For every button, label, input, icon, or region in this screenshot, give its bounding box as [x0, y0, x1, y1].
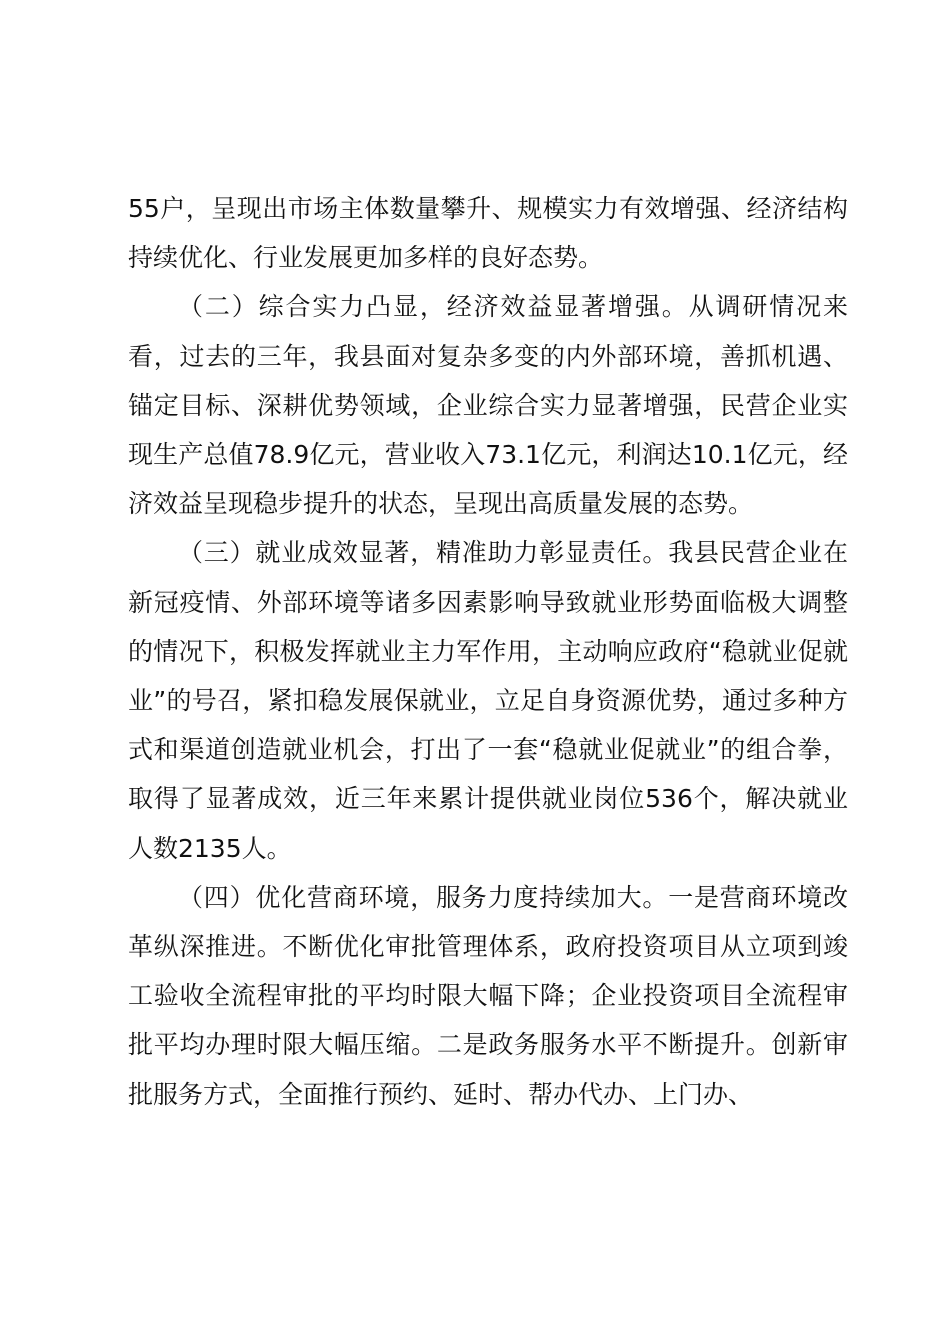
paragraph-continuation: 55户，呈现出市场主体数量攀升、规模实力有效增强、经济结构持续优化、行业发展更加多样的良好态势。 — [128, 194, 848, 273]
document-body — [128, 184, 848, 1119]
paragraph-section-2: （二）综合实力凸显，经济效益显著增强。从调研情况来看，过去的三年，我县面对复杂多变的内外部环境，善抓机遇、锚定目标、深耕优势领域，企业综合实力显著增强，民营企业实现生产总值78.9亿元，营业收入73.1亿元，利润达10.1亿元，经济效益呈现稳步提升的状态，呈现出高质量发展的态势。 — [128, 292, 848, 519]
paragraph-section-4: （四）优化营商环境，服务力度持续加大。一是营商环境改革纵深推进。不断优化审批管理体系，政府投资项目从立项到竣工验收全流程审批的平均时限大幅下降；企业投资项目全流程审批平均办理时限大幅压缩。二是政务服务水平不断提升。创新审批服务方式，全面推行预约、延时、帮办代办、上门办、 — [128, 882, 848, 1109]
paragraph-section-3: （三）就业成效显著，精准助力彰显责任。我县民营企业在新冠疫情、外部环境等诸多因素影响导致就业形势面临极大调整的情况下，积极发挥就业主力军作用，主动响应政府“稳就业促就业”的号召，紧扣稳发展保就业，立足自身资源优势，通过多种方式和渠道创造就业机会，打出了一套“稳就业促就业”的组合拳，取得了显著成效，近三年来累计提供就业岗位536个，解决就业人数2135人。 — [128, 538, 848, 863]
